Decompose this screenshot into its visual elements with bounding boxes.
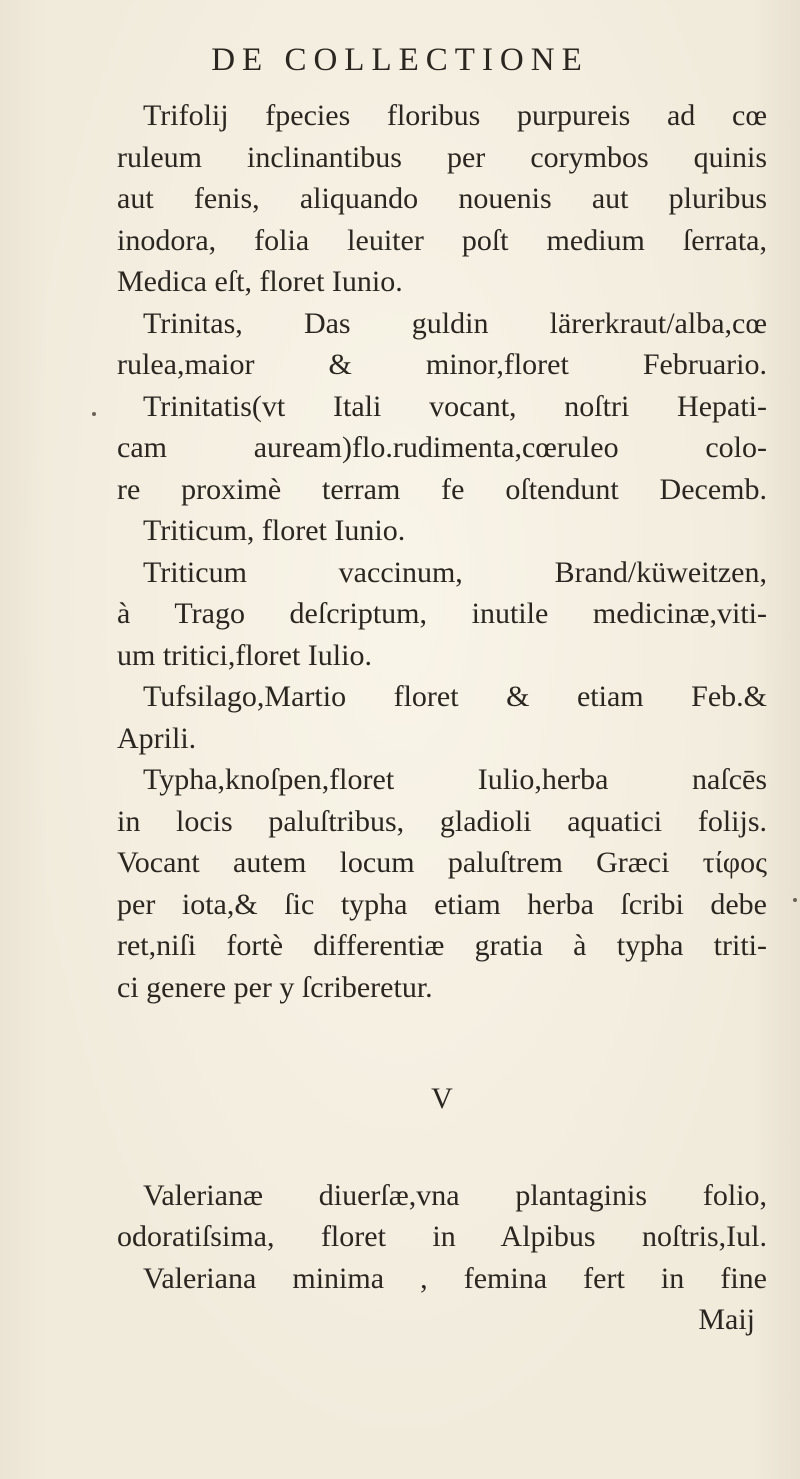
text-line: Medica eſt, floret Iunio. — [117, 265, 403, 298]
text-line: à Trago deſcriptum, inutile medicinæ,viti- — [117, 597, 767, 630]
text-line: per iota,& ſic typha etiam herba ſcribi debe — [117, 887, 767, 921]
text-line: Tufsilago,Martio floret & etiam Feb.& — [143, 680, 767, 713]
text-line: odoratiſsima, floret in Alpibus noſtris,Iul. — [117, 1220, 767, 1253]
text-line: Triticum, floret Iunio. — [143, 514, 406, 547]
text-line: Valeriana minima , femina fert in fine — [143, 1261, 767, 1295]
text-line: rulea,maior & minor,floret Februario. — [117, 348, 767, 381]
text-line: ci genere per y ſcriberetur. — [117, 970, 433, 1004]
text-line: in locis paluſtribus, gladioli aquatici folijs. — [117, 804, 767, 838]
text-line: Trifolij fpecies floribus purpureis ad cœ — [143, 99, 767, 132]
running-head: DE COLLECTIONE — [211, 42, 589, 78]
text-line: re proximè terram fe oſtendunt Decemb. — [117, 472, 767, 506]
text-line: cam auream)flo.rudimenta,cœruleo colo- — [117, 431, 767, 464]
text-line: Trinitas, Das guldin lärerkraut/alba,cœ — [143, 306, 767, 340]
margin-mark — [92, 412, 96, 416]
text-line: um tritici,floret Iulio. — [117, 638, 372, 672]
text-line: Valerianæ diuerſæ,vna plantaginis folio, — [143, 1178, 767, 1212]
text-line: ret,niſi fortè differentiæ gratia à typha triti- — [117, 929, 767, 962]
text-line: Typha,knoſpen,floret Iulio,herba naſcēs — [143, 763, 767, 796]
text-line: Vocant autem locum paluſtrem Græci τίφος — [117, 846, 767, 879]
margin-mark — [793, 898, 797, 902]
section-letter: V — [431, 1082, 453, 1115]
text-line: inodora, folia leuiter poſt medium ſerrata, — [117, 223, 767, 257]
text-line: ruleum inclinantibus per corymbos quinis — [117, 140, 767, 174]
text-line: Triticum vaccinum, Brand/küweitzen, — [143, 555, 767, 589]
text-line: Aprili. — [117, 721, 197, 755]
text-block — [117, 95, 767, 1341]
text-line: Trinitatis(vt Itali vocant, noſtri Hepati- — [143, 389, 767, 423]
catchword: Maij — [698, 1303, 755, 1336]
text-line: aut fenis, aliquando nouenis aut pluribus — [117, 182, 767, 215]
